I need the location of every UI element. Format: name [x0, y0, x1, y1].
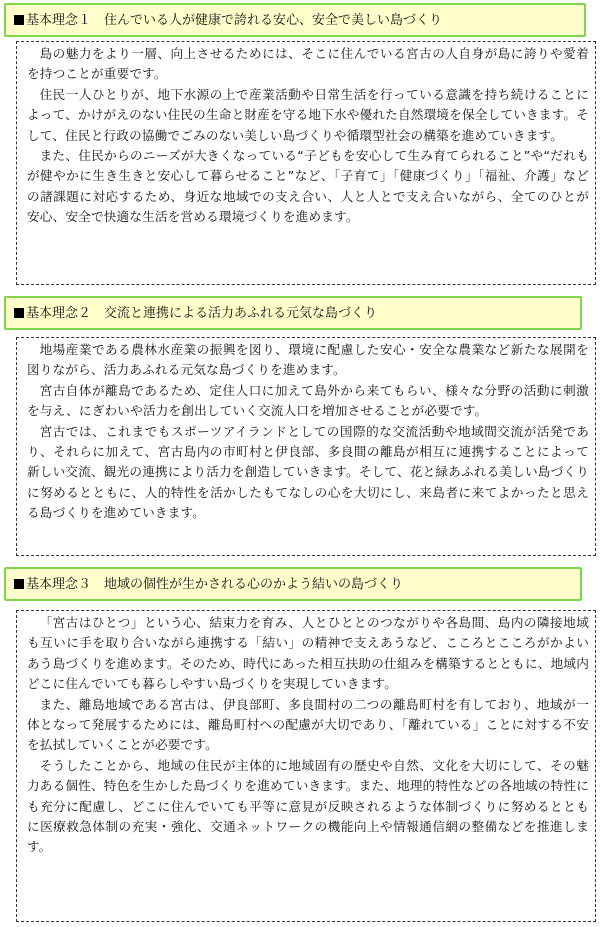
section-1-heading: [4, 3, 586, 37]
black-square-bullet-icon: [14, 15, 24, 25]
section-3-paragraph-1: 「宮古はひとつ」という心、結束力を育み、人とひととのつながりや各島間、島内の隣接地域も互いに手を取り合いながら連携する「結い」の精神で支えあうなど、こころとこころがかよいあう島づくりを進めます。そのため、時代にあった相互扶助の仕組みを構築するとともに、地域内どこに住んでいても暮らしやすい島づくりを実現していきます。: [27, 615, 589, 692]
section-1-paragraph-2: 住民一人ひとりが、地下水源の上で産業活動や日常生活を行っている意識を持ち続けることによって、かけがえのない住民の生命と財産を守る地下水や優れた自然環境を保全していきます。そして、住民と行政の協働でごみのない美しい島づくりや循環型社会の構築を進めていきます。: [27, 86, 589, 143]
section-3-paragraph-3: そうしたことから、地域の住民が主体的に地域固有の歴史や自然、文化を大切にして、その魅力ある個性、特色を生かした島づくりを進めていきます。また、地理的特性などの各地域の特性にも充分に配慮し、どこに住んでいても平等に意見が反映されるような体制づくりに努めるとともに医療救急体制の充実・強化、交通ネットワークの機能向上や情報通信網の整備などを推進します。: [27, 757, 589, 855]
section-2-paragraph-1: 地場産業である農林水産業の振興を図り、環境に配慮した安心・安全な農業など新たな展開を図りながら、活力あふれる元気な島づくりを進めます。: [27, 342, 589, 378]
section-3-body: [16, 610, 596, 922]
section-1-heading-text: 基本理念１ 住んでいる人が健康で誇れる安心、安全で美しい島づくり: [26, 13, 443, 28]
section-3-heading-text: 基本理念３ 地域の個性が生かされる心のかよう結いの島づくり: [26, 577, 404, 592]
section-2-paragraph-3: 宮古では、これまでもスポーツアイランドとしての国際的な交流活動や地域間交流が活発であり、それらに加えて、宮古島内の市町村と伊良部、多良間の離島が相互に連携することによって新しい交流、観光の連携により活力を創造していきます。そして、花と緑あふれる美しい島づくりに努めるとともに、人的特性を活かしたもてなしの心を大切にし、来島者に来てよかったと思える島づくりを進めていきます。: [27, 423, 589, 521]
section-1-paragraph-1: 島の魅力をより一層、向上させるためには、そこに住んでいる宮古の人自身が島に誇りや愛着を持つことが重要です。: [27, 46, 589, 82]
section-1-paragraph-3: また、住民からのニーズが大きくなっている“子どもを安心して生み育てられること”や“だれもが健やかに生き生きと安心して暮らせること”など、「子育て」「健康づくり」「福祉、介護」などの諸課題に対応するため、身近な地域での支え合い、人と人とで支え合いながら、全てのひとが安心、安全で快適な生活を営める環境づくりを進めます。: [27, 148, 589, 225]
black-square-bullet-icon: [14, 308, 24, 318]
section-3-paragraph-2: また、離島地域である宮古は、伊良部町、多良間村の二つの離島町村を有しており、地域が一体となって発展するためには、離島町村への配慮が大切であり、「離れている」ことに対する不安を払拭していくことが必要です。: [27, 696, 589, 753]
section-3-heading: [4, 567, 582, 601]
section-2-paragraph-2: 宮古自体が離島であるため、定住人口に加えて島外から来てもらい、様々な分野の活動に刺激を与え、にぎわいや活力を創出していく交流人口を増加させることが必要です。: [27, 382, 589, 419]
black-square-bullet-icon: [14, 579, 24, 589]
section-1-body: [16, 41, 596, 285]
section-2-heading-text: 基本理念２ 交流と連携による活力あふれる元気な島づくり: [26, 306, 378, 321]
section-2-heading: [4, 296, 582, 330]
section-2-body: [16, 337, 596, 556]
